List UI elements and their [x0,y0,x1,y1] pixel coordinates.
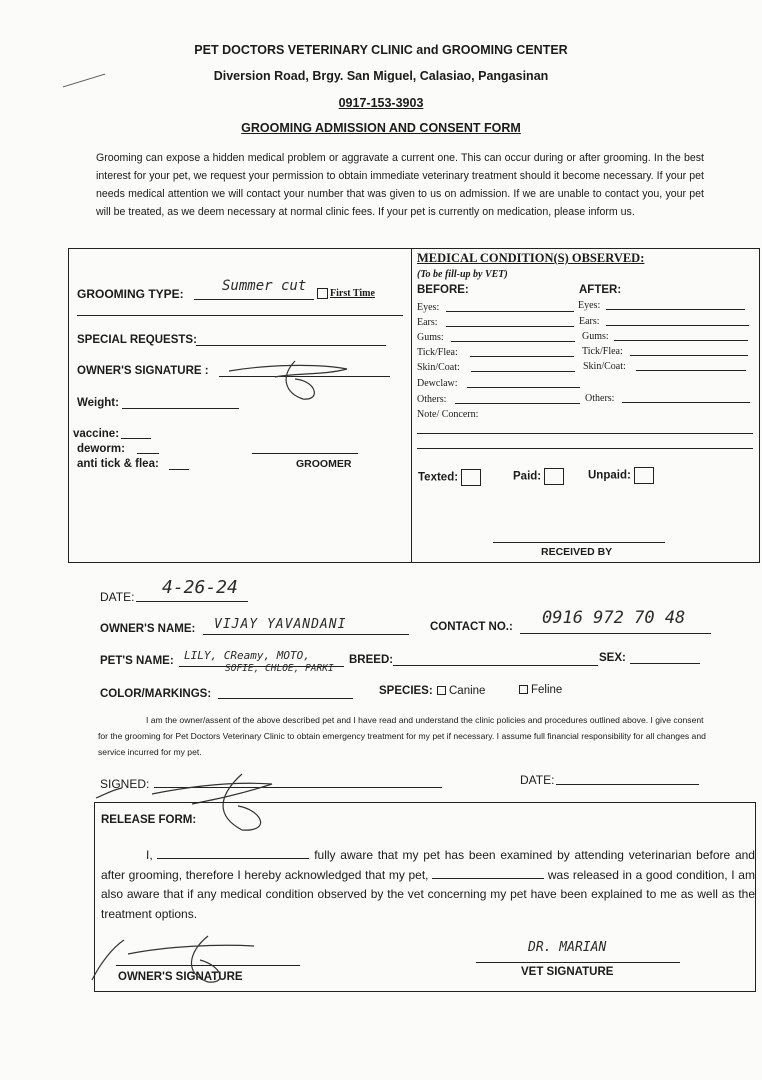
vaccine-line[interactable] [121,438,151,439]
release-part1: I, [146,848,153,862]
date-value[interactable]: 4-26-24 [162,577,238,598]
after-eyes-line[interactable] [606,309,745,310]
special-requests-label: SPECIAL REQUESTS: [77,334,197,346]
before-others-line[interactable] [455,403,580,404]
clinic-name: PET DOCTORS VETERINARY CLINIC and GROOMING CENTER [194,43,568,57]
color-label: COLOR/MARKINGS: [100,688,212,700]
release-part3: was released in a good condition, I am also aware that if any medical condition observed by the vet concerning my pet have been explained to me as well as the treatment options. [101,867,755,921]
consent-text: I am the owner/assent of the above described pet and I have read and understand the clinic policies and procedures outlined above. I give consent for the grooming for Pet Doctors Veterinary Clinic to obtain emergency treatment for my pet if necessary. I assume full financial responsibility for all changes and service incurred for my pet. [98,715,706,757]
clinic-phone: 0917-153-3903 [338,96,424,110]
release-title: RELEASE FORM: [101,814,197,826]
after-tick: Tick/Flea: [582,346,623,357]
release-paragraph [101,846,755,924]
owner-name-line[interactable] [203,634,409,635]
received-by-label: RECEIVED BY [541,546,613,558]
vaccine-label: vaccine: [73,428,120,440]
grooming-line-2 [77,315,403,316]
note-line-1[interactable] [417,433,753,434]
release-vet-label: VET SIGNATURE [521,966,614,978]
feline-option[interactable] [519,684,562,696]
signed-date-line[interactable] [556,784,699,785]
color-line[interactable] [218,698,353,699]
before-eyes: Eyes: [417,302,440,313]
release-pet-blank[interactable] [432,866,544,879]
note-label: Note/ Concern: [417,409,479,420]
pet-name-line2[interactable]: SOFIE, CHLOE, PARKI [225,663,334,674]
consent-paragraph [98,712,708,760]
sex-line[interactable] [630,663,700,664]
breed-label: BREED: [349,654,394,666]
contact-label: CONTACT NO.: [430,621,513,633]
date-line[interactable] [136,601,248,602]
before-others: Others: [417,394,447,405]
special-requests-line[interactable] [196,345,386,346]
intro-paragraph: Grooming can expose a hidden medical problem or aggravate a current one. This can occur during or after grooming. In the best interest for your pet, we request your permission to obtain immediate veterinary treatment should it become necessary. If your pet needs medical attention we will contact your number that was given to us on admission. If we are unable to contact you, your pet will be treated, as we deem necessary at normal clinic fees. If your pet is currently on medication, please inform us. [96,152,704,218]
grooming-type-line [194,299,314,300]
after-gums: Gums: [582,331,609,342]
deworm-line[interactable] [137,453,159,454]
release-owner-scribble [88,928,258,988]
before-dewclaw: Dewclaw: [417,378,458,389]
pet-name-label: PET'S NAME: [100,655,174,667]
release-part2: fully aware that my pet has been examined by attending veterinarian before and after grooming, therefore I hereby acknowledged that my pet, [101,848,755,882]
feline-checkbox[interactable] [519,685,528,694]
after-others-line[interactable] [622,402,750,403]
before-ears: Ears: [417,317,438,328]
owner-signature-label: OWNER'S SIGNATURE : [77,365,209,377]
signed-date-label: DATE: [520,773,555,787]
texted-label: Texted: [418,471,459,484]
signed-label: SIGNED: [100,777,150,791]
deworm-label: deworm: [77,443,125,455]
before-label: BEFORE: [417,284,469,296]
after-label: AFTER: [579,284,622,296]
after-ears-line[interactable] [606,325,749,326]
release-name-blank[interactable] [157,846,309,859]
texted-checkbox[interactable] [461,469,481,486]
breed-line[interactable] [393,665,598,666]
note-line-2[interactable] [417,448,753,449]
paid-label: Paid: [513,470,542,483]
weight-label: Weight: [77,397,119,409]
before-dewclaw-line[interactable] [467,387,580,388]
weight-line[interactable] [122,408,239,409]
unpaid-checkbox[interactable] [634,467,654,484]
before-tick-line[interactable] [470,356,574,357]
grooming-type-value[interactable]: Summer cut [222,278,307,294]
paid-checkbox[interactable] [544,468,564,485]
contact-value[interactable]: 0916 972 70 48 [542,608,686,628]
canine-checkbox[interactable] [437,686,446,695]
after-skin-line[interactable] [636,370,746,371]
contact-line[interactable] [520,633,711,634]
after-tick-line[interactable] [630,355,748,356]
paid-field[interactable] [513,468,564,485]
groomer-line[interactable] [252,453,358,454]
medical-title: MEDICAL CONDITION(S) OBSERVED: [417,251,645,265]
release-vet-signature: DR. MARIAN [528,940,607,955]
owner-name-value[interactable]: VIJAY YAVANDANI [214,617,347,632]
before-gums: Gums: [417,332,444,343]
anti-tick-line[interactable] [169,469,189,470]
first-time-box[interactable] [317,288,328,299]
after-ears: Ears: [579,316,600,327]
box-divider [411,248,412,562]
first-time-label: First Time [330,288,375,299]
before-ears-line[interactable] [446,326,574,327]
before-tick: Tick/Flea: [417,347,458,358]
after-others: Others: [585,393,615,404]
canine-option[interactable] [437,685,485,697]
after-gums-line[interactable] [614,340,748,341]
grooming-type-label: GROOMING TYPE: [77,287,184,301]
owner-name-label: OWNER'S NAME: [100,623,196,635]
sex-label: SEX: [599,652,626,664]
owner-signature-scribble [225,355,355,403]
after-eyes: Eyes: [578,300,601,311]
species-label: SPECIES: [379,685,433,697]
before-skin: Skin/Coat: [417,362,460,373]
clinic-address: Diversion Road, Brgy. San Miguel, Calasiao, Pangasinan [213,69,549,83]
form-title: GROOMING ADMISSION AND CONSENT FORM [241,121,521,135]
received-by-line[interactable] [493,542,665,543]
unpaid-label: Unpaid: [588,469,631,482]
before-skin-line[interactable] [471,371,575,372]
release-owner-label: OWNER'S SIGNATURE [118,971,243,983]
before-eyes-line[interactable] [446,311,574,312]
texted-field[interactable] [418,469,481,486]
release-vet-line[interactable] [476,962,680,963]
unpaid-field[interactable] [588,467,654,484]
first-time-checkbox[interactable] [317,288,375,299]
anti-tick-label: anti tick & flea: [77,458,159,470]
medical-subtitle: (To be fill-up by VET) [417,269,508,280]
groomer-label: GROOMER [296,458,352,470]
pet-name-line1[interactable]: LILY, CReamy, MOTO, [184,649,310,662]
before-gums-line[interactable] [451,341,575,342]
feline-label: Feline [531,684,563,696]
date-label: DATE: [100,590,135,604]
canine-label: Canine [449,685,486,697]
after-skin: Skin/Coat: [583,361,626,372]
